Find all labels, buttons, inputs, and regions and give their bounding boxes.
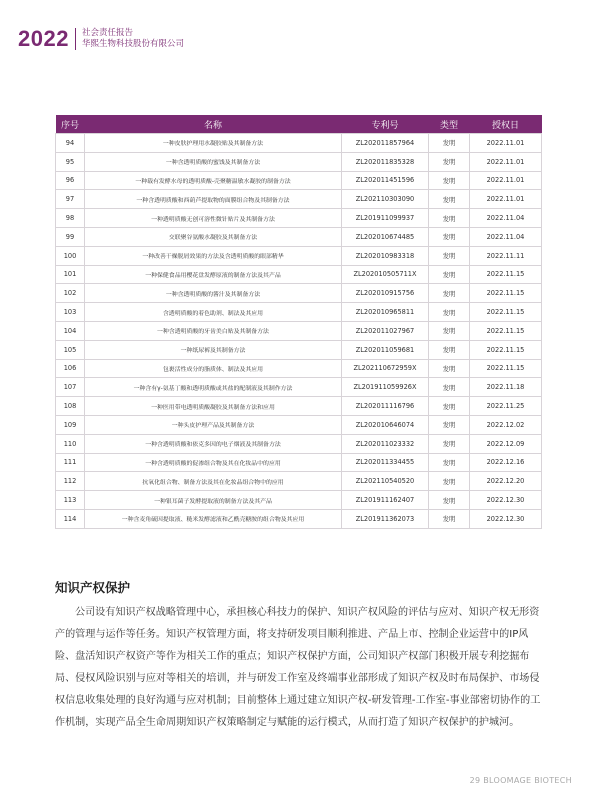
col-header-patent-number: 专利号	[342, 115, 429, 134]
cell-name: 包裹活性成分的脂质体、制法及其应用	[85, 359, 342, 378]
cell-type: 发明	[429, 359, 470, 378]
col-header-grant-date: 授权日	[470, 115, 542, 134]
cell-grant-date: 2022.11.11	[470, 246, 542, 265]
cell-name: 一种纸尿裤及其制备方法	[85, 340, 342, 359]
table-row	[56, 190, 542, 209]
cell-grant-date: 2022.11.01	[470, 152, 542, 171]
cell-type: 发明	[429, 472, 470, 491]
cell-name: 一种含透明质酸的促渗组合物及其在化妆品中的应用	[85, 453, 342, 472]
cell-index: 100	[56, 246, 85, 265]
cell-patent-number: ZL202011835328	[342, 152, 429, 171]
cell-patent-number: ZL202011451596	[342, 171, 429, 190]
cell-grant-date: 2022.11.18	[470, 378, 542, 397]
cell-name: 含透明质酸的着色助剂、制法及其应用	[85, 303, 342, 322]
cell-type: 发明	[429, 265, 470, 284]
cell-type: 发明	[429, 303, 470, 322]
cell-patent-number: ZL202011116796	[342, 397, 429, 416]
cell-patent-number: ZL201911362073	[342, 509, 429, 528]
cell-type: 发明	[429, 509, 470, 528]
cell-grant-date: 2022.11.25	[470, 397, 542, 416]
cell-grant-date: 2022.11.01	[470, 134, 542, 153]
cell-grant-date: 2022.11.15	[470, 284, 542, 303]
cell-index: 95	[56, 152, 85, 171]
cell-index: 110	[56, 434, 85, 453]
page-footer	[470, 776, 572, 785]
page-number: 29	[469, 776, 481, 785]
table-row	[56, 509, 542, 528]
cell-grant-date: 2022.11.01	[470, 190, 542, 209]
cell-grant-date: 2022.11.15	[470, 303, 542, 322]
header-subtitle	[82, 28, 184, 50]
cell-grant-date: 2022.12.30	[470, 509, 542, 528]
cell-name: 一种载有发酵水母的透明质酸-壳聚糖温敏水凝胶的制备方法	[85, 171, 342, 190]
cell-patent-number: ZL202011059681	[342, 340, 429, 359]
table-row	[56, 472, 542, 491]
cell-grant-date: 2022.11.04	[470, 209, 542, 228]
cell-grant-date: 2022.11.01	[470, 171, 542, 190]
cell-type: 发明	[429, 434, 470, 453]
report-year: 2022	[18, 26, 69, 51]
table-row	[56, 415, 542, 434]
table-row	[56, 227, 542, 246]
cell-type: 发明	[429, 378, 470, 397]
cell-grant-date: 2022.11.15	[470, 321, 542, 340]
cell-type: 发明	[429, 190, 470, 209]
col-header-name: 名称	[85, 115, 342, 134]
cell-patent-number: ZL202010505711X	[342, 265, 429, 284]
cell-name: 交联聚谷氨酸水凝胶及其制备方法	[85, 227, 342, 246]
cell-grant-date: 2022.11.15	[470, 265, 542, 284]
table-row	[56, 246, 542, 265]
cell-name: 一种改善干燥脱屑效果的方法及含透明质酸的眼部精华	[85, 246, 342, 265]
report-header	[18, 26, 184, 52]
table-row	[56, 303, 542, 322]
cell-name: 一种皮肤护理用水凝胶贴及其制备方法	[85, 134, 342, 153]
cell-type: 发明	[429, 397, 470, 416]
cell-type: 发明	[429, 453, 470, 472]
cell-index: 107	[56, 378, 85, 397]
table-row	[56, 397, 542, 416]
cell-patent-number: ZL202011334455	[342, 453, 429, 472]
patent-table	[55, 115, 542, 529]
cell-name: 一种含透明质酸的酱汁及其制备方法	[85, 284, 342, 303]
section-paragraph: 公司设有知识产权战略管理中心，承担核心科技力的保护、知识产权风险的评估与应对、知识产权无形资产的管理与运作等任务。知识产权管理方面，将支持研发项目顺利推进、产品上市、控制企业运营中的IP风险、盘活知识产权资产等作为相关工作的重点；知识产权保护方面，公司知识产权部门积极开展专利挖掘布局、侵权风险识别与应对等相关的培训，并与研发工作室及终端事业部形成了知识产权及时布局保护、市场侵权信息收集处理的良好沟通与应对机制；目前整体上通过建立知识产权-研发管理-工作室-事业部密切协作的工作机制，实现产品全生命周期知识产权策略制定与赋能的运行模式，从而打造了知识产权保护的护城河。	[55, 607, 541, 728]
cell-grant-date: 2022.11.04	[470, 227, 542, 246]
table-row	[56, 434, 542, 453]
cell-grant-date: 2022.12.02	[470, 415, 542, 434]
cell-patent-number: ZL201911162407	[342, 491, 429, 510]
cell-index: 103	[56, 303, 85, 322]
table-row	[56, 378, 542, 397]
cell-name: 一种头皮护理产品及其制备方法	[85, 415, 342, 434]
table-row	[56, 321, 542, 340]
table-row	[56, 453, 542, 472]
cell-index: 104	[56, 321, 85, 340]
cell-type: 发明	[429, 152, 470, 171]
cell-patent-number: ZL202110540520	[342, 472, 429, 491]
cell-type: 发明	[429, 340, 470, 359]
cell-index: 97	[56, 190, 85, 209]
cell-type: 发明	[429, 134, 470, 153]
cell-name: 一种含透明质酸和西葫芦提取物的面膜组合物及其制备方法	[85, 190, 342, 209]
cell-type: 发明	[429, 209, 470, 228]
cell-grant-date: 2022.12.09	[470, 434, 542, 453]
cell-type: 发明	[429, 321, 470, 340]
cell-name: 一种含麦角硫因提取液、糙米发酵滤液和乙酰壳糖胺的组合物及其应用	[85, 509, 342, 528]
header-divider	[75, 28, 76, 50]
cell-patent-number: ZL202011027967	[342, 321, 429, 340]
cell-name: 一种保健食品用樱花盘发酵原液的制备方法及其产品	[85, 265, 342, 284]
col-header-index: 序号	[56, 115, 85, 134]
footer-brand: BLOOMAGE BIOTECH	[483, 776, 572, 785]
cell-index: 109	[56, 415, 85, 434]
cell-index: 106	[56, 359, 85, 378]
cell-index: 105	[56, 340, 85, 359]
table-row	[56, 209, 542, 228]
cell-grant-date: 2022.12.20	[470, 472, 542, 491]
cell-patent-number: ZL202010915756	[342, 284, 429, 303]
table-row	[56, 171, 542, 190]
cell-index: 111	[56, 453, 85, 472]
cell-name: 一种含透明质酸的牙齿美白贴及其制备方法	[85, 321, 342, 340]
cell-grant-date: 2022.11.15	[470, 340, 542, 359]
table-row	[56, 284, 542, 303]
cell-index: 108	[56, 397, 85, 416]
table-row	[56, 491, 542, 510]
company-name: 华熙生物科技股份有限公司	[81, 39, 184, 49]
table-row	[56, 152, 542, 171]
cell-index: 114	[56, 509, 85, 528]
cell-name: 一种银耳菌子发酵提取液的制备方法及其产品	[85, 491, 342, 510]
cell-name: 一种医用带电透明质酸凝胶及其制备方法和应用	[85, 397, 342, 416]
cell-index: 112	[56, 472, 85, 491]
table-row	[56, 134, 542, 153]
cell-patent-number: ZL202011023332	[342, 434, 429, 453]
cell-name: 一种含有γ-氨基丁酸和透明质酸或其盐的配制液及其制作方法	[85, 378, 342, 397]
cell-name: 抗氧化组合物、制备方法及其在化妆品组合物中的应用	[85, 472, 342, 491]
cell-patent-number: ZL202010646074	[342, 415, 429, 434]
cell-type: 发明	[429, 284, 470, 303]
cell-index: 113	[56, 491, 85, 510]
cell-patent-number: ZL202010965811	[342, 303, 429, 322]
cell-patent-number: ZL202110303090	[342, 190, 429, 209]
cell-index: 98	[56, 209, 85, 228]
cell-grant-date: 2022.12.30	[470, 491, 542, 510]
table-row	[56, 340, 542, 359]
cell-index: 101	[56, 265, 85, 284]
section-title: 知识产权保护	[55, 580, 131, 595]
cell-patent-number: ZL202010983318	[342, 246, 429, 265]
cell-index: 99	[56, 227, 85, 246]
cell-type: 发明	[429, 491, 470, 510]
cell-type: 发明	[429, 171, 470, 190]
cell-grant-date: 2022.12.16	[470, 453, 542, 472]
cell-index: 102	[56, 284, 85, 303]
cell-type: 发明	[429, 415, 470, 434]
cell-index: 94	[56, 134, 85, 153]
cell-patent-number: ZL202011857964	[342, 134, 429, 153]
table-row	[56, 359, 542, 378]
cell-patent-number: ZL201911059926X	[342, 378, 429, 397]
cell-type: 发明	[429, 227, 470, 246]
cell-index: 96	[56, 171, 85, 190]
report-type: 社会责任报告	[81, 28, 133, 38]
cell-grant-date: 2022.11.15	[470, 359, 542, 378]
cell-name: 一种含透明质酸和依克多因的电子烟液及其制备方法	[85, 434, 342, 453]
cell-name: 一种含透明质酸的蜜饯及其制备方法	[85, 152, 342, 171]
cell-patent-number: ZL202010674485	[342, 227, 429, 246]
patent-table-body	[56, 134, 542, 529]
cell-patent-number: ZL202110672959X	[342, 359, 429, 378]
table-header-row	[56, 115, 542, 134]
cell-type: 发明	[429, 246, 470, 265]
cell-patent-number: ZL201911099937	[342, 209, 429, 228]
cell-name: 一种透明质酸无创可溶性微针贴片及其制备方法	[85, 209, 342, 228]
col-header-type: 类型	[429, 115, 470, 134]
table-row	[56, 265, 542, 284]
